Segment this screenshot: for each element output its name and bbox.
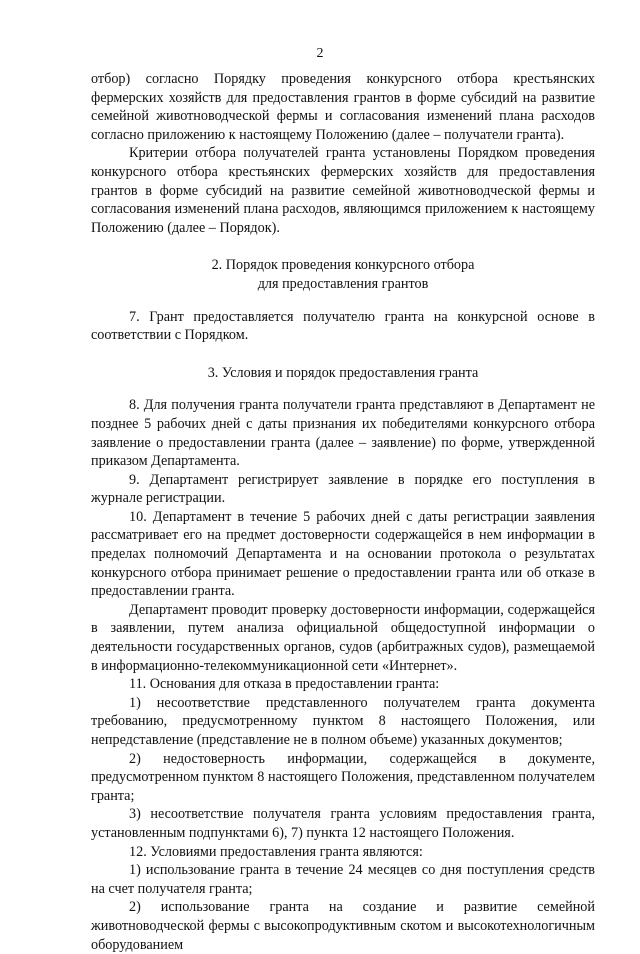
paragraph-11-item-2: 2) недостоверность информации, содержащейся в документе, предусмотренном пунктом 8 настоящего Положения, представленном получателем гранта; [91, 750, 595, 804]
section-3-heading: 3. Условия и порядок предоставления гранта [207, 364, 479, 381]
paragraph-12-item-2: 2) использование гранта на создание и развитие семейной животноводческой фермы с высокопродуктивным скотом и высокотехнологичным оборудованием [91, 899, 595, 953]
page-number: 2 [316, 46, 324, 61]
paragraph-11-item-3: 3) несоответствие получателя гранта условиям предоставления гранта, установленным подпунктами 6), 7) пункта 12 настоящего Положения. [91, 806, 595, 841]
section-2-heading-line-2: для предоставления грантов [257, 275, 429, 292]
paragraph-8: 8. Для получения гранта получатели гранта представляют в Департамент не позднее 5 рабочих дней с даты признания их победителями конкурсного отбора заявление о предоставлении гранта (далее – заявление) по форме, утвержденной приказом Департамента. [91, 397, 595, 470]
paragraph-7: 7. Грант предоставляется получателю гранта на конкурсной основе в соответствии с Порядком. [91, 308, 595, 344]
paragraph-10: 10. Департамент в течение 5 рабочих дней с даты регистрации заявления рассматривает его на предмет достоверности содержащейся в нем информации в пределах полномочий Департамента и на основании протокола о результатах конкурсного отбора принимает решение о предоставлении гранта или об отказе в предоставлении гранта. [91, 508, 595, 600]
paragraph-11-item-1: 1) несоответствие представленного получателем гранта документа требованию, предусмотренному пунктом 8 настоящего Положения, или непредставление (представление не в полном объеме) указанных документов; [91, 694, 595, 748]
paragraph-intro-continuation: отбор) согласно Порядку проведения конкурсного отбора крестьянских фермерских хозяйств для предоставления грантов в форме субсидий на развитие семейной животноводческой фермы и согласования изменений плана расходов согласно приложению к настоящему Положению (далее – получатели гранта). [91, 71, 595, 143]
section-2-heading-line-1: 2. Порядок проведения конкурсного отбора [211, 257, 475, 274]
paragraph-12-item-1: 1) использование гранта в течение 24 месяцев со дня поступления средств на счет получателя гранта; [91, 862, 595, 897]
document-body [91, 70, 595, 954]
section-2-heading [91, 256, 595, 293]
paragraph-12: 12. Условиями предоставления гранта являются: [129, 843, 423, 860]
paragraph-10-verification: Департамент проводит проверку достоверности информации, содержащейся в заявлении, путем анализа официальной общедоступной информации о деятельности государственных органов, судов (арбитражных судов), размещаемой в информационно-телекоммуникационной сети «Интернет». [91, 601, 595, 674]
paragraph-9: 9. Департамент регистрирует заявление в порядке его поступления в журнале регистрации. [91, 471, 595, 507]
paragraph-11: 11. Основания для отказа в предоставлении гранта: [129, 676, 440, 693]
paragraph-selection-criteria: Критерии отбора получателей гранта установлены Порядком проведения конкурсного отбора крестьянских фермерских хозяйств для предоставления грантов в форме субсидий на развитие семейной животноводческой фермы и согласования изменений плана расходов, являющимся приложением к настоящему Положению (далее – Порядок). [91, 145, 595, 236]
